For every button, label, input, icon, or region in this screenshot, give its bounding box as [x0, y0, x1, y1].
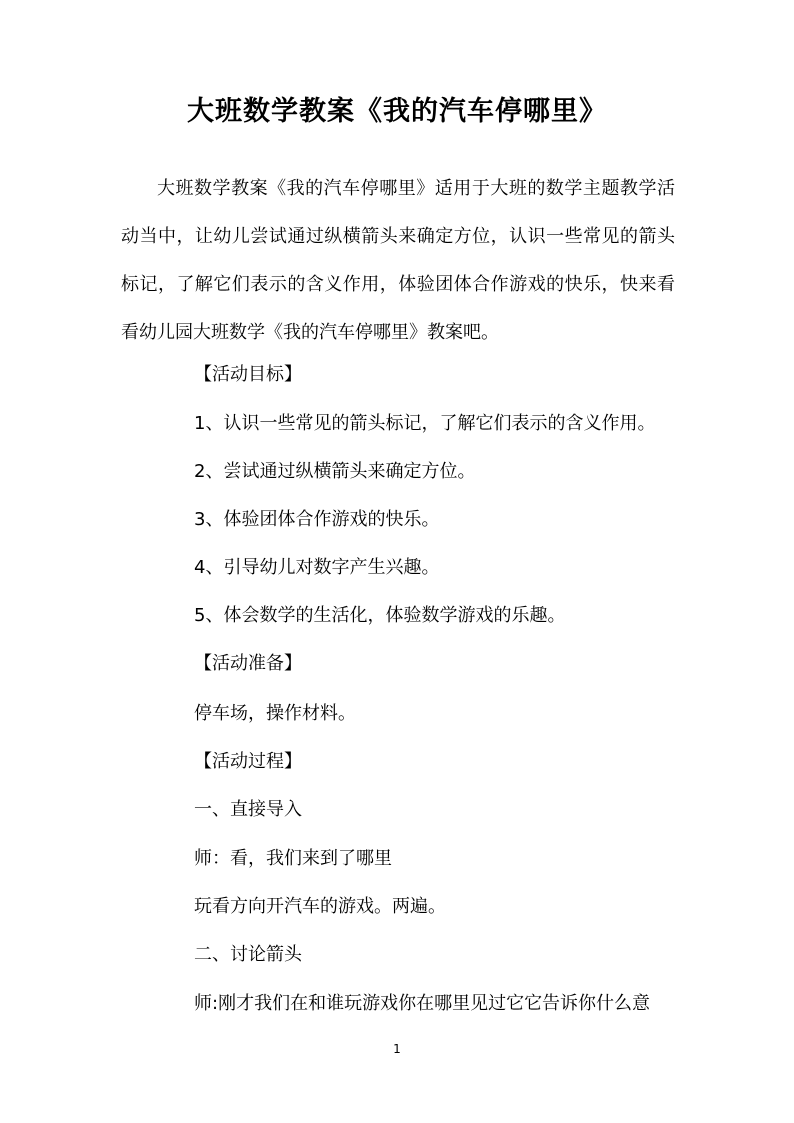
- goal-item-1: 1、认识一些常见的箭头标记，了解它们表示的含义作用。: [194, 413, 656, 434]
- step-2-line-1: 师:刚才我们在和谁玩游戏你在哪里见过它它告诉你什么意: [194, 993, 651, 1014]
- goal-item-5: 5、体会数学的生活化，体验数学游戏的乐趣。: [194, 605, 566, 626]
- goal-item-2: 2、尝试通过纵横箭头来确定方位。: [194, 461, 476, 482]
- step-1-line-2: 玩看方向开汽车的游戏。两遍。: [194, 896, 446, 917]
- step-1-line-1: 师：看，我们来到了哪里: [194, 848, 392, 869]
- goal-item-4: 4、引导幼儿对数字产生兴趣。: [194, 557, 440, 578]
- step-1-title: 一、直接导入: [194, 799, 302, 820]
- page-number: 1: [393, 1042, 401, 1056]
- step-2-title: 二、讨论箭头: [194, 944, 302, 965]
- section-heading-process: 【活动过程】: [194, 751, 302, 772]
- document-title: 大班数学教案《我的汽车停哪里》: [187, 96, 607, 127]
- intro-paragraph: 大班数学教案《我的汽车停哪里》适用于大班的数学主题教学活动当中，让幼儿尝试通过纵横箭头来确定方位，认识一些常见的箭头标记，了解它们表示的含义作用，体验团体合作游戏的快乐，快来看看幼儿园大班数学《我的汽车停哪里》教案吧。: [121, 178, 675, 343]
- preparation-text: 停车场，操作材料。: [194, 703, 356, 724]
- section-heading-preparation: 【活动准备】: [194, 653, 302, 674]
- goal-item-3: 3、体验团体合作游戏的快乐。: [194, 509, 440, 530]
- section-heading-goals: 【活动目标】: [194, 364, 302, 385]
